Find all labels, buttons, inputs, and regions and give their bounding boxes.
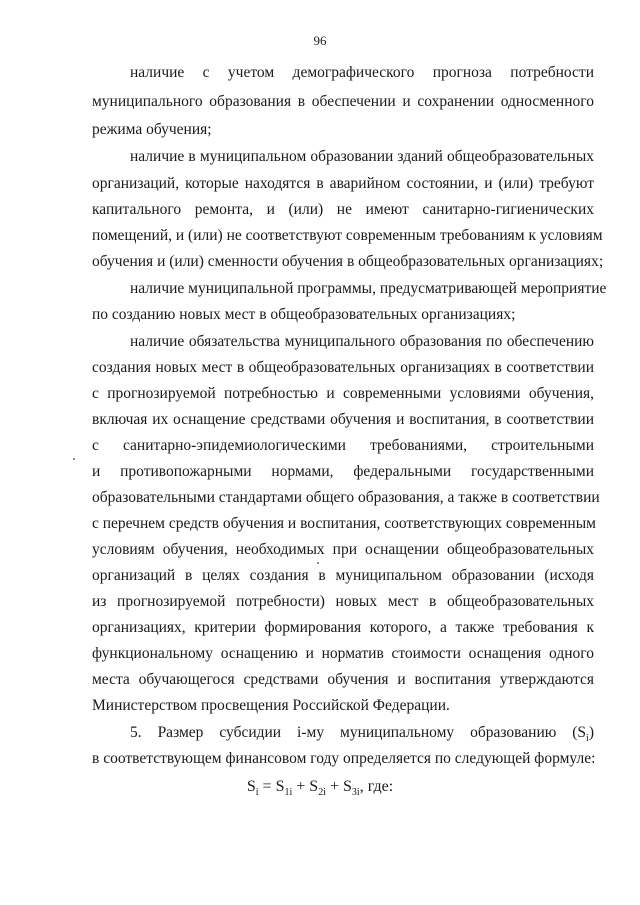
formula-operator: =	[258, 778, 276, 795]
formula-subscript: 3i	[351, 787, 360, 799]
text-line: капитального ремонта, и (или) не имеют санитарно-гигиенических	[92, 201, 594, 218]
formula-operator: +	[325, 778, 343, 795]
text-line: из прогнозируемой потребности) новых мест в общеобразовательных	[92, 593, 594, 610]
subsidy-formula	[0, 778, 640, 798]
formula-tail: , где:	[359, 778, 394, 795]
formula-symbol: S	[309, 778, 319, 795]
text-line: помещений, и (или) не соответствуют современным требованиям к условиям	[92, 227, 603, 244]
text-line: функциональному оснащению и норматив стоимости оснащения одного	[92, 645, 594, 662]
scan-speck	[317, 562, 319, 564]
text-line: наличие в муниципальном образовании зданий общеобразовательных	[130, 148, 594, 165]
page-number: 96	[313, 33, 327, 48]
formula-symbol: S	[275, 778, 285, 795]
text-line: места обучающегося средствами обучения и воспитания утверждаются	[92, 671, 594, 688]
formula-symbol: S	[343, 778, 352, 795]
text-line: муниципального образования в обеспечении и сохранении односменного	[92, 93, 594, 110]
text-line	[130, 723, 594, 743]
text-line: с прогнозируемой потребностью и современными условиями обучения,	[92, 385, 594, 402]
text-line: организаций, которые находятся в аварийном состоянии, и (или) требуют	[92, 175, 594, 192]
text-line: Министерством просвещения Российской Федерации.	[92, 697, 450, 714]
text-span: )	[588, 724, 594, 741]
formula-subscript: 2i	[318, 787, 326, 799]
text-line: наличие муниципальной программы, предусматривающей мероприятие	[130, 280, 607, 297]
formula-subscript: i	[255, 787, 259, 799]
text-line: и противопожарными нормами, федеральными государственными	[92, 463, 594, 480]
text-line: наличие с учетом демографического прогноза потребности	[130, 64, 594, 81]
formula-subscript: 1i	[284, 787, 293, 799]
formula-symbol: S	[246, 778, 256, 795]
formula-operator: +	[292, 778, 310, 795]
text-span: 5. Размер субсидии i-му муниципальному образованию (S	[130, 724, 587, 741]
text-line: обучения и (или) сменности обучения в общеобразовательных организациях;	[92, 253, 604, 270]
text-line: образовательными стандартами общего образования, а также в соответствии	[92, 489, 600, 506]
text-line: организаций в целях создания в муниципальном образовании (исходя	[92, 567, 594, 584]
text-line: наличие обязательства муниципального образования по обеспечению	[130, 333, 594, 350]
text-line: с санитарно-эпидемиологическими требованиями, строительными	[92, 437, 594, 454]
text-line: режима обучения;	[92, 121, 212, 138]
text-line: в соответствующем финансовом году определяется по следующей формуле:	[92, 750, 596, 767]
scan-speck	[73, 458, 75, 460]
text-line: по созданию новых мест в общеобразовательных организациях;	[92, 306, 516, 323]
text-line: создания новых мест в общеобразовательных организациях в соответствии	[92, 359, 594, 376]
subscript: i	[586, 733, 589, 745]
text-line: включая их оснащение средствами обучения и воспитания, в соответствии	[92, 411, 594, 428]
text-line: организациях, критерии формирования которого, а также требования к	[92, 619, 594, 636]
text-line: условиям обучения, необходимых при оснащении общеобразовательных	[92, 541, 594, 558]
text-line: с перечнем средств обучения и воспитания, соответствующих современным	[92, 515, 596, 532]
